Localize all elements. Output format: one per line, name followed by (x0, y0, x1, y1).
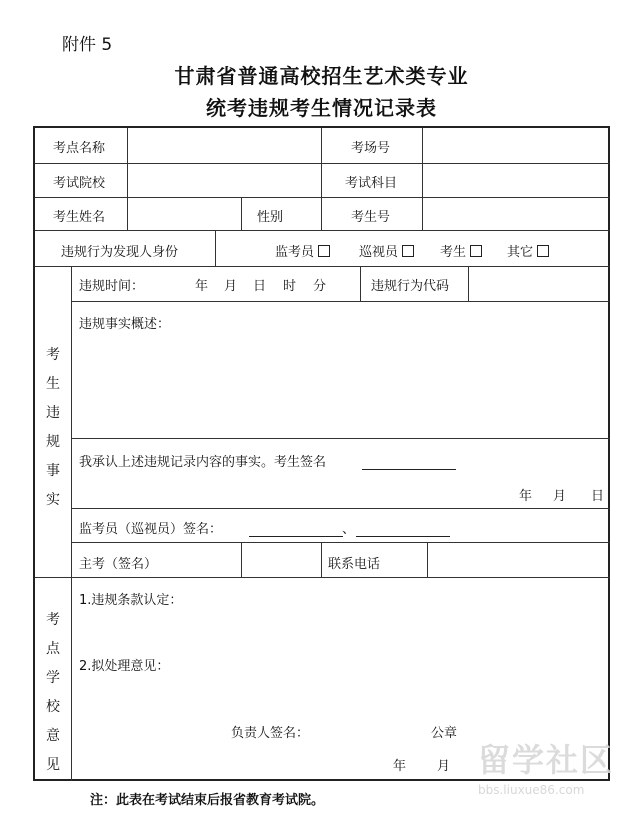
end-year-label: 年 (393, 759, 407, 774)
checkbox-icon[interactable] (470, 245, 482, 257)
violation-time-label: 违规时间： (79, 279, 145, 294)
gender-label: 性别 (257, 210, 284, 225)
option-patrol-label: 巡视员 (359, 245, 399, 260)
sign-day-label: 日 (591, 489, 605, 504)
section-label-vertical-1: 考 生 违 规 事 实 (46, 347, 60, 508)
exam-site-name-label: 考点名称 (53, 141, 106, 156)
contact-phone-label: 联系电话 (328, 557, 381, 572)
candidate-number-label: 考生号 (351, 210, 391, 225)
option-proctor-label: 监考员 (275, 245, 315, 260)
time-year-label: 年 (195, 279, 209, 294)
proctor-signature-field-1[interactable] (249, 522, 343, 542)
option-patrol[interactable] (359, 245, 414, 261)
clause-determination-label: 1.违规条款认定： (79, 593, 183, 608)
proposed-handling-label: 2.拟处理意见： (79, 659, 170, 674)
end-month-label: 月 (437, 759, 451, 774)
option-candidate-label: 考生 (440, 245, 467, 260)
discoverer-identity-label: 违规行为发现人身份 (61, 245, 179, 260)
attachment-label: 附件 5 (62, 35, 113, 55)
checkbox-icon[interactable] (402, 245, 414, 257)
time-hour-label: 时 (283, 279, 297, 294)
exam-institution-label: 考试院校 (53, 176, 106, 191)
sign-year-label: 年 (519, 489, 533, 504)
responsible-signature-label: 负责人签名： (231, 726, 310, 741)
exam-room-number-label: 考场号 (351, 141, 391, 156)
candidate-signature-field[interactable] (362, 455, 456, 475)
time-day-label: 日 (253, 279, 267, 294)
checkbox-icon[interactable] (537, 245, 549, 257)
form-title-line-1: 甘肃省普通高校招生艺术类专业 (174, 64, 469, 88)
section-school-opinion (43, 606, 63, 780)
facts-summary-label: 违规事实概述： (79, 317, 171, 332)
time-month-label: 月 (224, 279, 238, 294)
option-proctor[interactable] (275, 245, 330, 261)
proctor-signature-field-2[interactable] (356, 522, 450, 542)
watermark-logo (478, 735, 628, 805)
time-minute-label: 分 (313, 279, 327, 294)
section-label-vertical-2: 考 点 学 校 意 见 (46, 612, 60, 773)
option-other-label: 其它 (507, 245, 534, 260)
candidate-name-label: 考生姓名 (53, 210, 106, 225)
chief-proctor-label: 主考（签名） (79, 557, 158, 572)
acknowledgement-text: 我承认上述违规记录内容的事实。考生签名 (79, 455, 327, 470)
sign-month-label: 月 (553, 489, 567, 504)
violation-code-label: 违规行为代码 (371, 279, 450, 294)
watermark-brand: 留学社区 (478, 741, 615, 779)
official-seal-label: 公章 (431, 726, 458, 741)
exam-subject-label: 考试科目 (345, 176, 398, 191)
footnote: 注：此表在考试结束后报省教育考试院。 (90, 793, 325, 808)
checkbox-icon[interactable] (318, 245, 330, 257)
option-candidate[interactable] (440, 245, 482, 261)
proctor-signature-label: 监考员（巡视员）签名： (79, 522, 223, 537)
violation-record-form (33, 126, 610, 781)
signature-separator: 、 (342, 522, 356, 537)
section-candidate-violation-facts (43, 341, 63, 515)
option-other[interactable] (507, 245, 549, 261)
form-title-line-2: 统考违规考生情况记录表 (206, 96, 437, 120)
watermark-url: bbs.liuxue86.com (478, 783, 585, 797)
